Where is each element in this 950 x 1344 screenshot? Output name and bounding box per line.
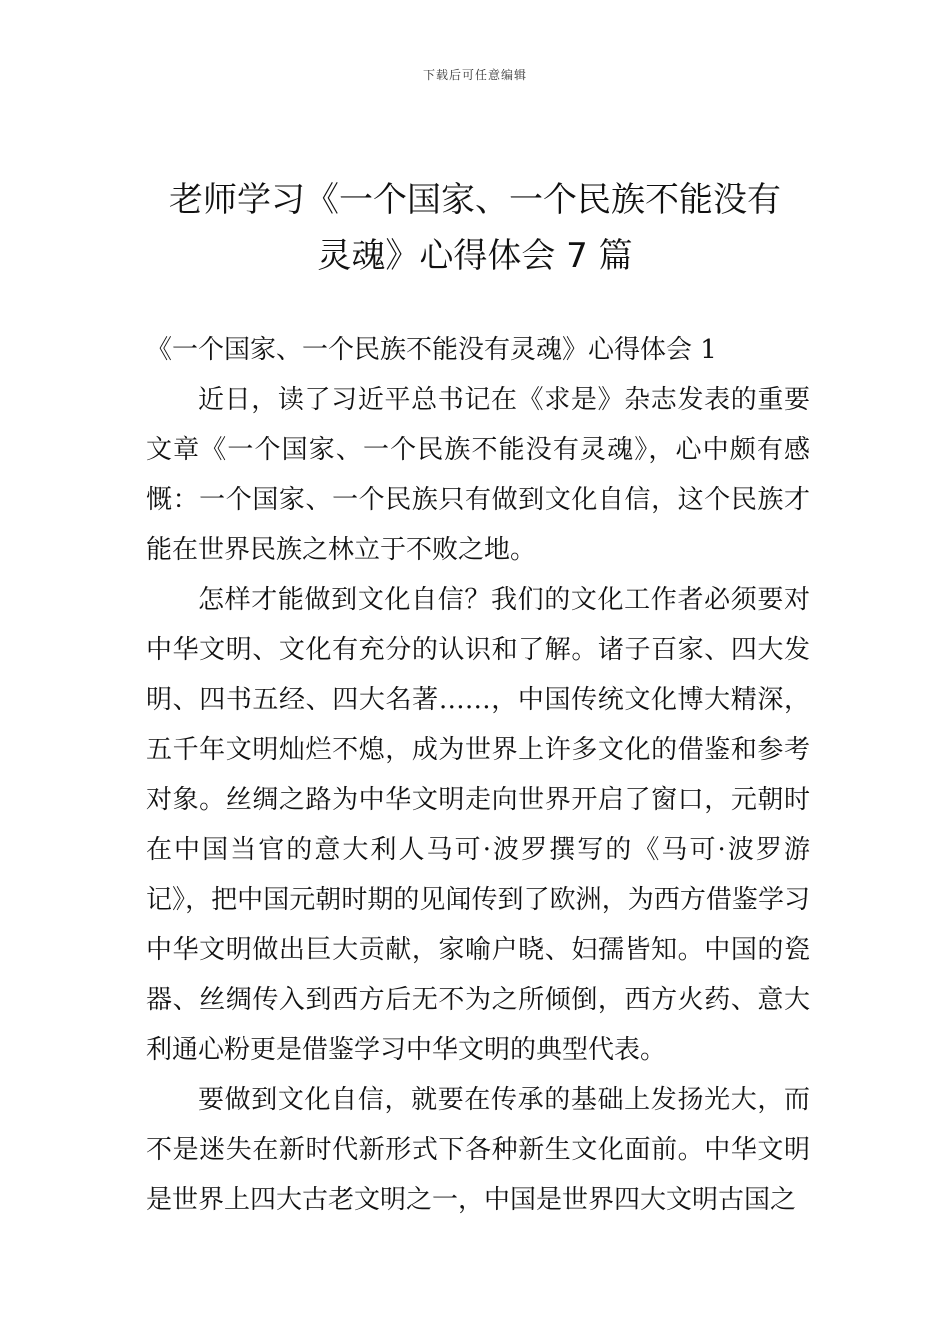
paragraph-1: 近日，读了习近平总书记在《求是》杂志发表的重要文章《一个国家、一个民族不能没有灵魂》，心中颇有感慨：一个国家、一个民族只有做到文化自信，这个民族才能在世界民族之林立于不败之地。 xyxy=(146,385,810,565)
header-note: 下载后可任意编辑 xyxy=(422,68,527,82)
title-line-1: 老师学习《一个国家、一个民族不能没有 xyxy=(169,180,781,220)
section-heading: 《一个国家、一个民族不能没有灵魂》心得体会 1 xyxy=(146,335,717,365)
paragraph-2: 怎样才能做到文化自信？我们的文化工作者必须要对中华文明、文化有充分的认识和了解。诸子百家、四大发明、四书五经、四大名著……，中国传统文化博大精深，五千年文明灿烂不熄，成为世界上许多文化的借鉴和参考对象。丝绸之路为中华文明走向世界开启了窗口，元朝时在中国当官的意大利人马可·波罗撰写的《马可·波罗游记》，把中国元朝时期的见闻传到了欧洲，为西方借鉴学习中华文明做出巨大贡献，家喻户晓、妇孺皆知。中国的瓷器、丝绸传入到西方后无不为之所倾倒，西方火药、意大利通心粉更是借鉴学习中华文明的典型代表。 xyxy=(146,585,810,1065)
title-line-2: 灵魂》心得体会 7 篇 xyxy=(317,236,633,276)
paragraph-3: 要做到文化自信，就要在传承的基础上发扬光大，而不是迷失在新时代新形式下各种新生文化面前。中华文明是世界上四大古老文明之一，中国是世界四大文明古国之 xyxy=(146,1085,810,1215)
document-body xyxy=(146,325,810,1225)
document-title xyxy=(140,172,810,284)
